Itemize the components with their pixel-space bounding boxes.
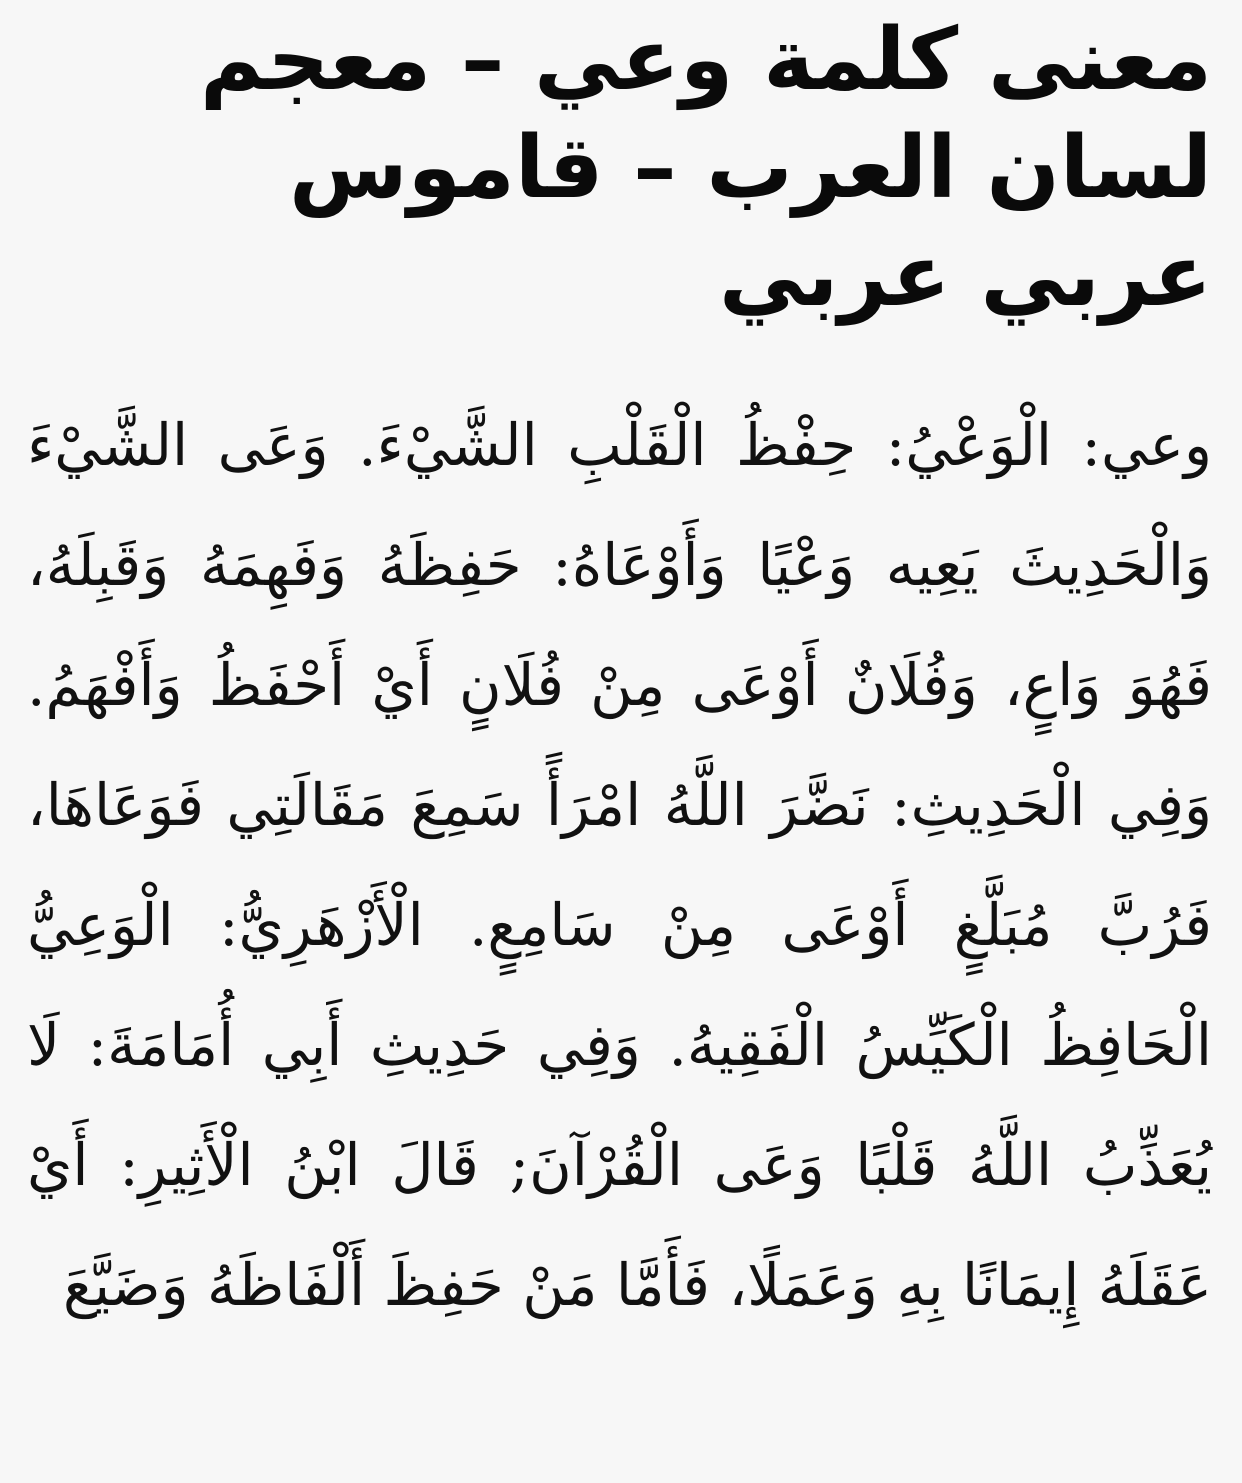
article-title: معنى كلمة وعي – معجم لسان العرب – قاموس عربي عربي xyxy=(199,10,1212,326)
article-body: وعي: الْوَعْيُ: حِفْظُ الْقَلْبِ الشَّيْءَ. وَعَى الشَّيْءَ وَالْحَدِيثَ يَعِيه وَعْيًا وَأَوْعَاهُ: حَفِظَهُ وَفَهِمَهُ وَقَبِلَهُ، فَهُوَ وَاعٍ، وَفُلَانٌ أَوْعَى مِنْ فُلَانٍ أَيْ أَحْفَظُ وَأَفْهَمُ. وَفِي الْحَدِيثِ: نَضَّرَ اللَّهُ امْرَأً سَمِعَ مَقَالَتِي فَوَعَاهَا، فَرُبَّ مُبَلَّغٍ أَوْعَى مِنْ سَامِعٍ. الْأَزْهَرِيُّ: الْوَعِيُّ الْحَافِظُ الْكَيِّسُ الْفَقِيهُ. وَفِي حَدِيثِ أَبِي أُمَامَةَ: لَا يُعَذِّبُ اللَّهُ قَلْبًا وَعَى الْقُرْآنَ; قَالَ ابْنُ الْأَثِيرِ: أَيْ عَقَلَهُ إِيمَانًا بِهِ وَعَمَلًا، فَأَمَّا مَنْ حَفِظَ أَلْفَاظَهُ وَضَيَّعَ xyxy=(27,411,1212,1319)
